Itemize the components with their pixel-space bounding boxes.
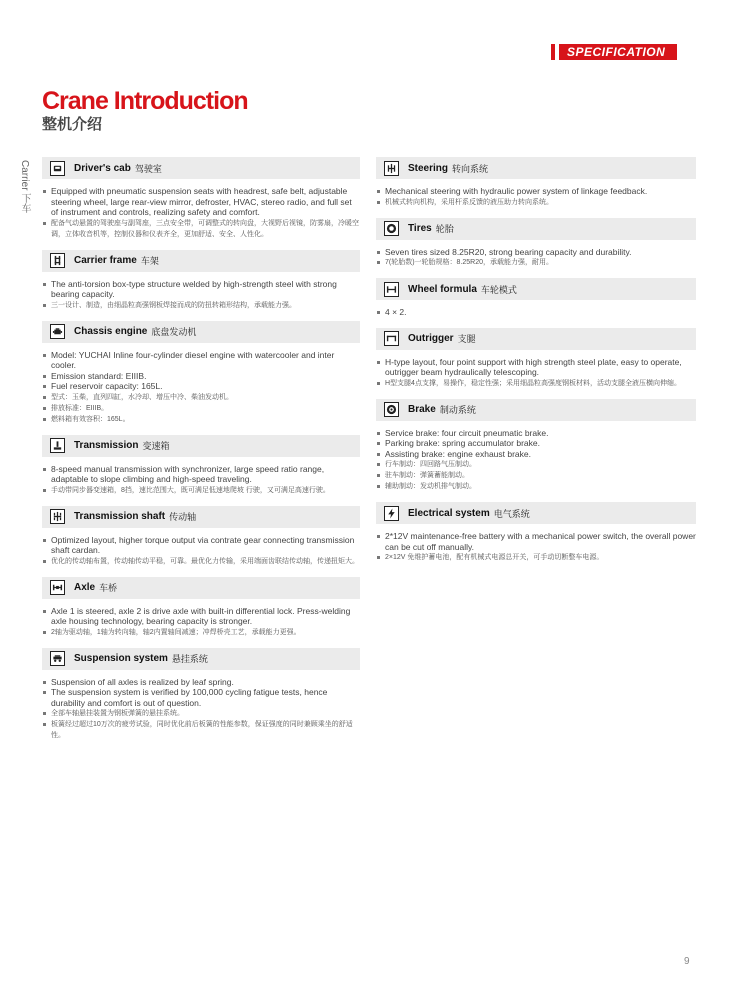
section-shaft [42,506,360,567]
list-item: 4 × 2. [376,307,696,318]
section-title-cn: 驾驶室 [134,163,162,174]
section-header [42,321,360,343]
section-title-cn: 悬挂系统 [171,654,208,664]
section-title: Outrigger [408,333,454,344]
list-item: 7(轮胎数)一轮胎规格：8.25R20，承载能力强，耐用。 [376,257,696,268]
section-header [42,577,360,599]
left-column [42,157,360,751]
list-item: Suspension of all axles is realized by leaf spring. [42,677,360,688]
page-subtitle: 整机介绍 [42,116,103,133]
section-items [376,186,696,208]
spec-badge [551,44,677,60]
suspension-icon [50,651,65,666]
section-wheel-formula [376,278,696,318]
list-item: 2轴为驱动轴，1轴为转向轴，轴2内置轴间减速；冲焊桥壳工艺，承载能力更强。 [42,627,360,638]
section-items [42,535,360,567]
section-tire [376,218,696,269]
section-title: Wheel formula [408,283,477,295]
section-title-cn: 车轮模式 [480,284,517,295]
shaft-icon [50,509,65,524]
section-header [42,157,360,179]
frame-icon [50,253,65,268]
section-header [42,506,360,528]
section-title: Transmission shaft [74,511,166,522]
list-item: 驻车制动：弹簧蓄能制动。 [376,470,696,481]
section-title-cn: 制动系统 [439,405,476,415]
list-item: Service brake: four circuit pneumatic brake. [376,428,696,439]
section-header [376,278,696,300]
list-item: Mechanical steering with hydraulic power system of linkage feedback. [376,186,696,197]
section-header [376,399,696,421]
side-label: Carrier 下车 [19,160,30,214]
section-header [376,502,696,524]
list-item: 机械式转向机构，采用杆系反馈的液压助力转向系统。 [376,197,696,208]
section-title-cn: 轮胎 [435,224,454,234]
section-items [376,531,696,563]
engine-icon [50,324,65,339]
page-number: 9 [684,956,690,967]
section-items [42,279,360,311]
list-item: 2×12V 免维护蓄电池，配有机械式电源总开关，可手动切断整车电源。 [376,552,696,563]
list-item: Assisting brake: engine exhaust brake. [376,449,696,460]
list-item: 8-speed manual transmission with synchronizer, large speed ratio range, adaptable to slope climbing and high-speed traveling. [42,464,360,485]
list-item: The suspension system is verified by 100,000 cycling fatigue tests, hence durability and comfort is out of question. [42,687,360,708]
section-header [42,435,360,457]
section-items [42,606,360,638]
section-header [376,157,696,179]
section-items [376,307,696,318]
page-title: Crane Introduction [42,87,248,115]
list-item: Model: YUCHAI Inline four-cylinder diesel engine with watercooler and inter cooler. [42,350,360,371]
cab-icon [50,161,65,176]
list-item: Equipped with pneumatic suspension seats with headrest, safe belt, adjustable steering wheel, large rear-view mirror, defroster, HVAC, stereo radio, and full set of instrument and controls, realizing safety and comfort. [42,186,360,218]
list-item: Axle 1 is steered, axle 2 is drive axle with built-in differential lock. Press-welding axle housing technology, bearing capacity is stronger. [42,606,360,627]
brake-icon [384,402,399,417]
section-items [42,186,360,240]
section-title: Electrical system [408,507,490,519]
section-title: Steering [408,162,449,174]
section-items [376,247,696,269]
section-title: Suspension system [74,653,168,664]
section-outrigger [376,328,696,389]
list-item: 三一设计、制造，由细晶粒高强钢板焊接而成的防扭转箱形结构，承载能力强。 [42,300,360,311]
section-title-cn: 转向系统 [452,163,489,174]
list-item: 辅助制动：发动机排气制动。 [376,481,696,492]
list-item: The anti-torsion box-type structure welded by high-strength steel with strong bearing capacity. [42,279,360,300]
list-item: 排放标准：EIIIB。 [42,403,360,414]
list-item: 2*12V maintenance-free battery with a mechanical power switch, the overall power can be cut off manually. [376,531,696,552]
list-item: 优化的传动轴布置，传动轴传动平稳，可靠。最优化力传输，采用端面齿联结传动轴，传递扭矩大。 [42,556,360,567]
list-item: 型式：玉柴，直列四缸，水冷却、增压中冷、柴油发动机。 [42,392,360,403]
section-title: Brake [408,404,436,415]
section-title-cn: 传动轴 [169,512,197,522]
section-cab [42,157,360,240]
section-title-cn: 车架 [140,256,159,266]
outrigger-icon [384,331,399,346]
transmission-icon [50,438,65,453]
wheel-formula-icon [384,282,399,297]
section-title-cn: 底盘发动机 [151,327,197,337]
section-transmission [42,435,360,496]
section-items [376,357,696,389]
section-electrical [376,502,696,563]
section-header [42,250,360,272]
section-items [376,428,696,493]
list-item: 燃料箱有效容积：165L。 [42,414,360,425]
section-header [376,328,696,350]
section-title: Axle [74,582,96,593]
section-title: Chassis engine [74,326,148,337]
section-title: Tires [408,223,432,234]
list-item: 全部车轴悬挂装置为钢板弹簧的悬挂系统。 [42,708,360,719]
section-items [42,677,360,742]
list-item: Emission standard: EIIIB. [42,371,360,382]
spec-badge-label: SPECIFICATION [559,44,677,60]
section-steering [376,157,696,208]
section-items [42,350,360,425]
section-header [42,648,360,670]
list-item: H型支腿4点支撑，易操作，稳定性强；采用细晶粒高强度钢板材料，活动支腿全液压横向伸缩。 [376,378,696,389]
section-axle [42,577,360,638]
list-item: Parking brake: spring accumulator brake. [376,438,696,449]
list-item: 板簧经过超过10万次的疲劳试验，同时优化前后板簧的性能参数，保证强度的同时兼顾乘坐的舒适性。 [42,719,360,741]
spec-badge-bar [551,44,555,60]
section-frame [42,250,360,311]
section-title: Transmission [74,440,139,451]
section-title-cn: 电气系统 [493,508,530,519]
list-item: 配备气动悬置的驾驶座与副驾座，三点安全带，可调整式的转向盘，大视野后视镜，防雾扇，冷暖空调，立体收音机等，控制仪器和仪表齐全，更加舒适、安全、人性化。 [42,218,360,240]
section-items [42,464,360,496]
tire-icon [384,221,399,236]
electrical-icon [384,506,399,521]
list-item: Seven tires sized 8.25R20, strong bearing capacity and durability. [376,247,696,258]
list-item: 行车制动：四回路气压制动。 [376,459,696,470]
section-title: Driver's cab [74,162,131,174]
list-item: H-type layout, four point support with high strength steel plate, easy to operate, outrigger beam hydraulically telescoping. [376,357,696,378]
section-header [376,218,696,240]
steering-icon [384,161,399,176]
list-item: Fuel reservoir capacity: 165L. [42,381,360,392]
section-title-cn: 变速箱 [142,441,170,451]
list-item: 手动带同步器变速箱，8挡，速比范围大，既可满足低速地爬坡 行驶，又可满足高速行驶。 [42,485,360,496]
section-engine [42,321,360,425]
right-column [376,157,696,573]
section-title-cn: 车桥 [99,583,118,593]
list-item: Optimized layout, higher torque output via contrate gear connecting transmission shaft cardan. [42,535,360,556]
section-title: Carrier frame [74,255,137,266]
axle-icon [50,580,65,595]
section-title-cn: 支腿 [457,334,476,344]
section-suspension [42,648,360,742]
section-brake [376,399,696,493]
